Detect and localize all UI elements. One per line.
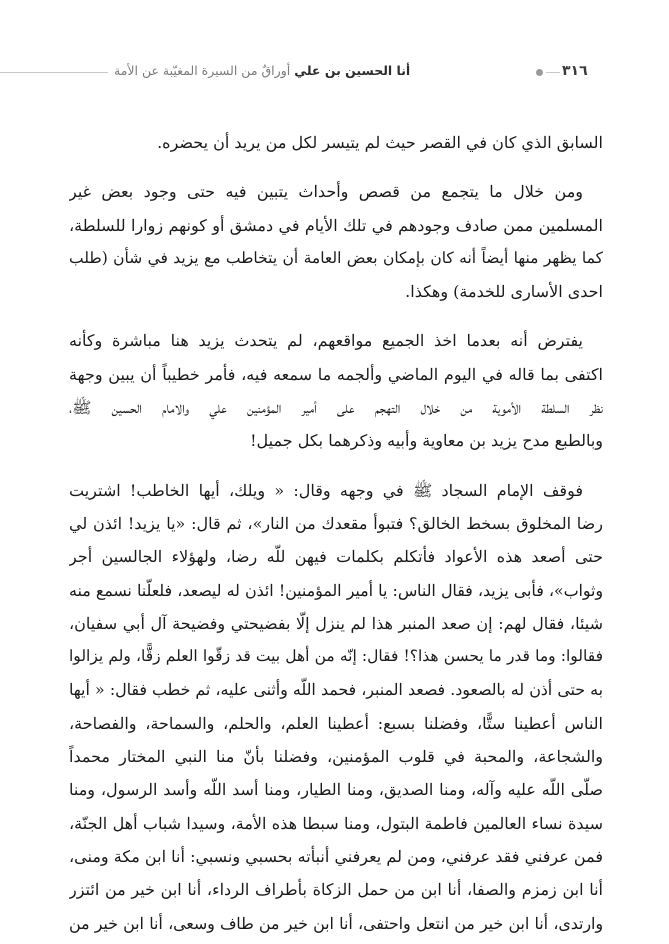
text-line: فمن عرفني فقد عرفني، ومن لم يعرفني أنبأته بحسبي ونسبي: أنا ابن مكة ومنى،: [69, 846, 603, 866]
header-rule-left: [0, 72, 108, 73]
text-line: السابق الذي كان في القصر حيث لم يتيسر لكل من يريد أن يحضره.: [157, 133, 603, 152]
text-line: شيئا، فقال لهم: إن صعد المنبر هذا لم ينزل إلّا بفضيحتي وفضيحة آل أبي سفيان،: [69, 613, 603, 633]
paragraph: [69, 324, 603, 457]
paragraph: [69, 175, 603, 308]
paragraph: [69, 474, 603, 940]
text-line: نظر السلطة الأموية من خلال التهجم على أمير المؤمنين علي والامام الحسين ﷺ،: [69, 398, 603, 418]
text-line: كما يظهر منها أيضاً أنه كان بإمكان بعض العامة أن يتخاطب مع يزيد في شأن (طلب: [69, 248, 603, 267]
running-header: [0, 60, 669, 86]
text-line: وثواب»، فأبى يزيد، فقال الناس: يا أمير المؤمنين! ائذن له ليصعد، فلعلّنا نسمع منه: [69, 580, 603, 600]
text-line: وارتدى، أنا ابن خير من انتعل واحتفى، أنا ابن خير من طاف وسعى، أنا ابن خير من: [69, 913, 603, 933]
text-line: فقالوا: وما قدر ما يحسن هذا؟! فقال: إنّه من أهل بيت قد زقّوا العلم زقًّا، ولم يزالوا: [69, 647, 603, 666]
page-number: ٣١٦: [562, 63, 588, 79]
body-text: [69, 126, 603, 940]
running-title: [114, 63, 532, 78]
text-line: احدى الأسارى للخدمة) وهكذا.: [405, 282, 603, 302]
book-subtitle: أوراقٌ من السيرة المغيّبة عن الأمة: [114, 63, 295, 78]
text-line: وبالطبع مدح يزيد بن معاوية وأبيه وذكرهما بكل جميل!: [250, 431, 603, 451]
text-line: به حتى أذن له بالصعود. فصعد المنبر، فحمد اللّه وأثنى عليه، ثم خطب فقال: « أيها: [69, 680, 603, 700]
text-line: فوقف الإمام السجاد ﷺ في وجهه وقال: « ويلك، أيها الخاطب! اشتريت: [69, 480, 583, 500]
text-line: صلّى اللّه عليه وآله، ومنا الصديق، ومنا الطيار، ومنا أسد اللّه وأسد الرسول، ومنا: [69, 780, 603, 800]
text-line: يفترض أنه بعدما اخذ الجميع مواقعهم، لم يتحدث يزيد هنا مباشرة وكأنه: [69, 331, 583, 351]
text-line: أنا ابن زمزم والصفا، أنا ابن من حمل الزكاة بأطراف الرداء، أنا ابن خير من ائتزر: [69, 880, 603, 900]
paragraph: [69, 126, 603, 159]
header-bullet-icon: [536, 69, 543, 76]
text-line: سيدة نساء العالمين فاطمة البتول، ومنا سبطا هذه الأمة، وسيدا شباب أهل الجنّة،: [69, 813, 603, 833]
book-title: أنا الحسين بن علي: [294, 63, 411, 78]
text-line: حتى أصعد هذه الأعواد فأتكلم بكلمات فيهن للّه رضا، ولهؤلاء الجالسين أجر: [69, 547, 603, 567]
text-line: اكتفى بما قاله في اليوم الماضي وألجمه ما سمعه فيه، فأمر خطيباً أن يبين وجهة: [69, 364, 603, 384]
text-line: رضا المخلوق بسخط الخالق؟ فتبوأ مقعدك من النار»، ثم قال: «يا يزيد! ائذن لي: [69, 513, 603, 533]
text-line: والشجاعة، والمحبة في قلوب المؤمنين، وفضلنا بأنّ منا النبي المختار محمداً: [69, 747, 603, 767]
text-line: المسلمين ممن صادف وجودهم في تلك الأيام في دمشق أو كونهم زوارا للسلطة،: [69, 215, 603, 235]
header-rule-right: [546, 72, 560, 73]
text-line: ومن خلال ما يتجمع من قصص وأحداث يتبين فيه حتى وجود بعض غير: [69, 182, 583, 202]
text-line: الناس أعطينا ستًّا، وفضلنا بسبع: أعطينا العلم، والحلم، والسماحة، والفصاحة،: [69, 713, 603, 733]
